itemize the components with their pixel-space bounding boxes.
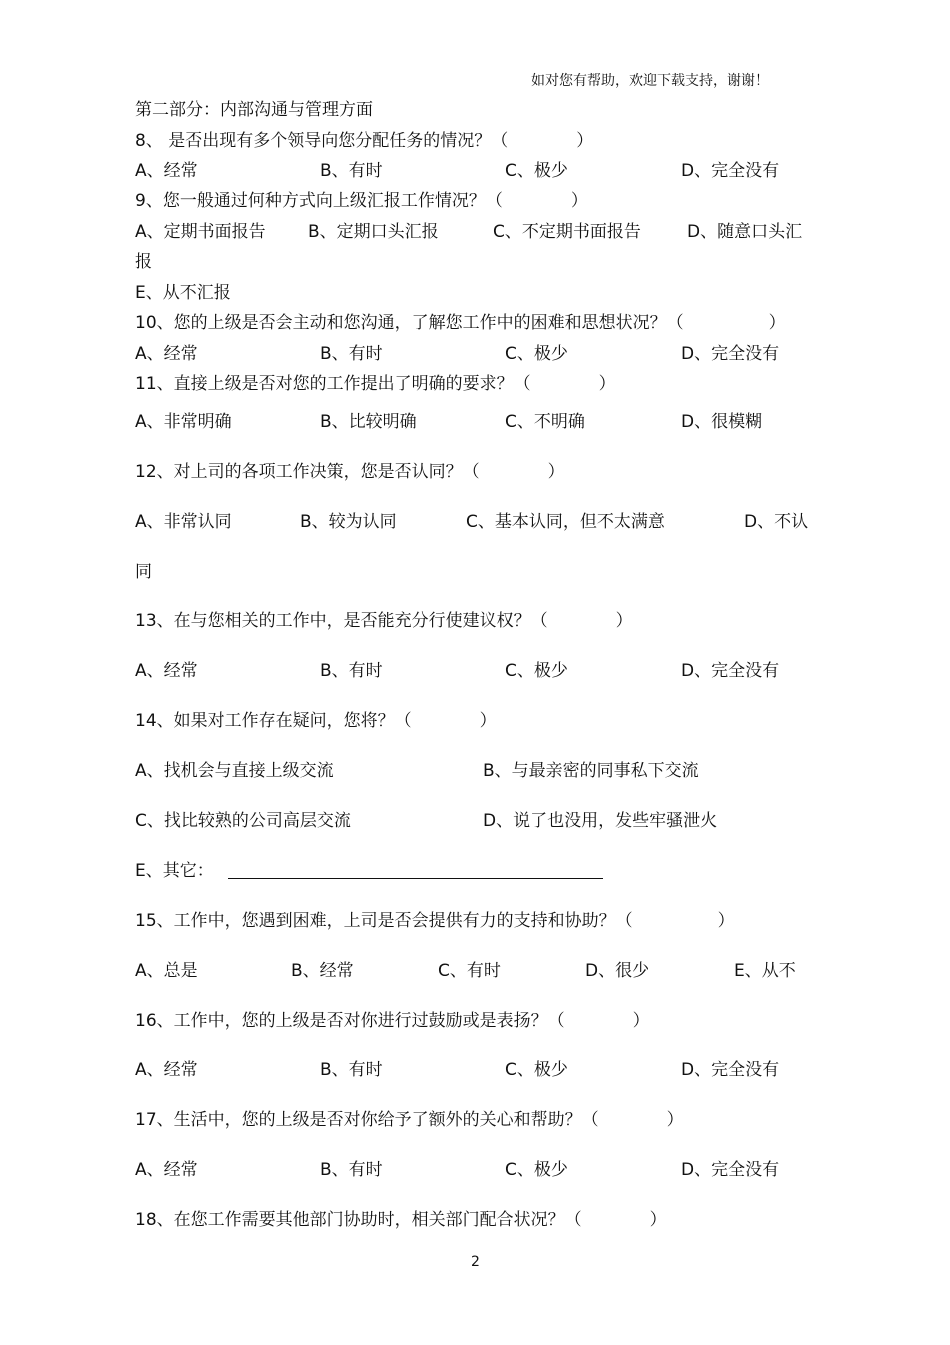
option-17a: A、经常: [135, 1160, 198, 1180]
option-13c: C、极少: [505, 661, 568, 681]
option-17b: B、有时: [320, 1160, 383, 1180]
option-10c: C、极少: [505, 344, 568, 364]
question-10: 10、您的上级是否会主动和您沟通，了解您工作中的困难和思想状况？（ ）: [135, 313, 786, 333]
fill-in-blank: [228, 864, 603, 879]
question-12: 12、对上司的各项工作决策，您是否认同？（ ）: [135, 462, 565, 482]
option-13d: D、完全没有: [681, 661, 780, 681]
option-15a: A、总是: [135, 961, 198, 981]
option-12d-wrap: 同: [135, 562, 152, 582]
option-11a: A、非常明确: [135, 412, 232, 432]
option-14e-label: E、其它：: [135, 861, 214, 881]
option-9d-wrap: 报: [135, 252, 152, 272]
option-9d: D、随意口头汇: [687, 222, 803, 242]
question-13: 13、在与您相关的工作中，是否能充分行使建议权？（ ）: [135, 611, 633, 631]
section-title: 第二部分：内部沟通与管理方面: [135, 100, 373, 120]
option-14d: D、说了也没用，发些牢骚泄火: [483, 811, 718, 831]
option-8b: B、有时: [320, 161, 383, 181]
option-8a: A、经常: [135, 161, 198, 181]
option-13b: B、有时: [320, 661, 383, 681]
option-8c: C、极少: [505, 161, 568, 181]
question-14: 14、如果对工作存在疑问，您将？（ ）: [135, 711, 497, 731]
option-13a: A、经常: [135, 661, 198, 681]
option-10a: A、经常: [135, 344, 198, 364]
option-9c: C、不定期书面报告: [493, 222, 641, 242]
option-16a: A、经常: [135, 1060, 198, 1080]
option-14a: A、找机会与直接上级交流: [135, 761, 334, 781]
option-10d: D、完全没有: [681, 344, 780, 364]
option-12d: D、不认: [744, 512, 809, 532]
option-11d: D、很模糊: [681, 412, 763, 432]
question-11: 11、直接上级是否对您的工作提出了明确的要求？（ ）: [135, 374, 616, 394]
option-14b: B、与最亲密的同事私下交流: [483, 761, 699, 781]
option-14e: [135, 860, 603, 882]
header-note: 如对您有帮助，欢迎下载支持，谢谢！: [531, 73, 769, 89]
option-11c: C、不明确: [505, 412, 585, 432]
question-15: 15、工作中，您遇到困难，上司是否会提供有力的支持和协助？（ ）: [135, 911, 735, 931]
option-9b: B、定期口头汇报: [308, 222, 439, 242]
option-9e: E、从不汇报: [135, 283, 231, 303]
option-8d: D、完全没有: [681, 161, 780, 181]
option-15c: C、有时: [438, 961, 501, 981]
option-16b: B、有时: [320, 1060, 383, 1080]
option-9a: A、定期书面报告: [135, 222, 266, 242]
page-number: 2: [471, 1254, 480, 1270]
option-10b: B、有时: [320, 344, 383, 364]
option-15d: D、很少: [585, 961, 650, 981]
option-12b: B、较为认同: [300, 512, 397, 532]
question-16: 16、工作中，您的上级是否对你进行过鼓励或是表扬？（ ）: [135, 1011, 650, 1031]
question-18: 18、在您工作需要其他部门协助时，相关部门配合状况？（ ）: [135, 1210, 667, 1230]
option-16d: D、完全没有: [681, 1060, 780, 1080]
option-15e: E、从不: [734, 961, 796, 981]
option-16c: C、极少: [505, 1060, 568, 1080]
question-17: 17、生活中，您的上级是否对你给予了额外的关心和帮助？（ ）: [135, 1110, 684, 1130]
option-12a: A、非常认同: [135, 512, 232, 532]
option-11b: B、比较明确: [320, 412, 417, 432]
option-17d: D、完全没有: [681, 1160, 780, 1180]
option-15b: B、经常: [291, 961, 354, 981]
question-8: 8、 是否出现有多个领导向您分配任务的情况？（ ）: [135, 131, 594, 151]
option-17c: C、极少: [505, 1160, 568, 1180]
option-14c: C、找比较熟的公司高层交流: [135, 811, 351, 831]
question-9: 9、您一般通过何种方式向上级汇报工作情况？（ ）: [135, 191, 588, 211]
option-12c: C、基本认同，但不太满意: [466, 512, 665, 532]
